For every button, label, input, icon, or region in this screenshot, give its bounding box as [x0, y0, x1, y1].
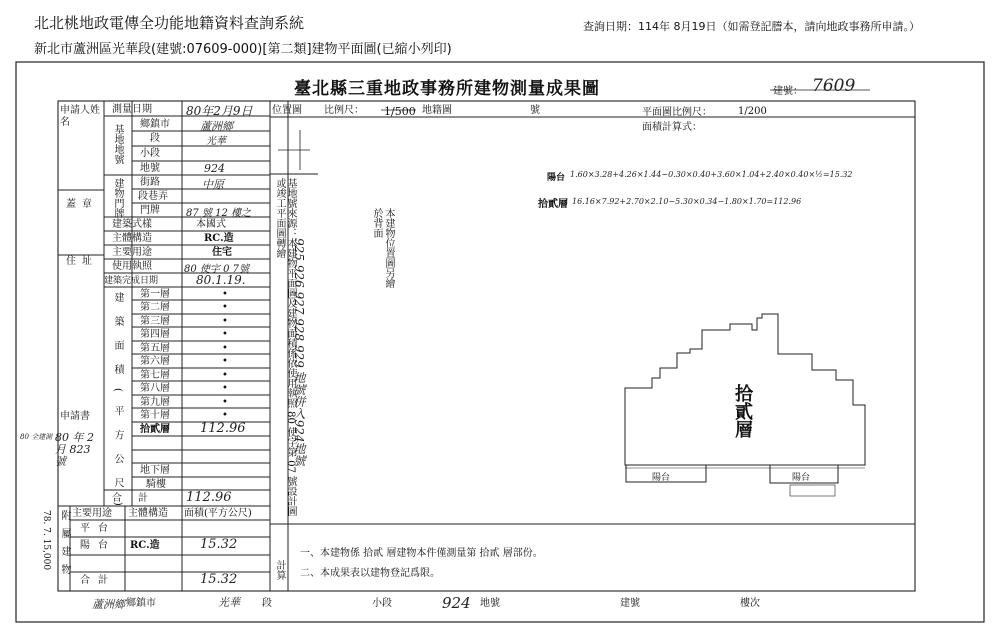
source-text: 基地號來源：本建物平面圖及建物面積係依使用執照 80 使字第 07 號設計圖或竣工平面圖轉繪 [274, 178, 296, 517]
lane-label: 段巷弄 [138, 191, 168, 202]
door-no-value: 87 號 12 樓之 [186, 208, 251, 219]
floor-value: • [222, 343, 228, 354]
scale-label: 比例尺： [324, 105, 364, 116]
arcade-label: 騎樓 [146, 479, 166, 490]
system-title: 北北桃地政電傳全功能地籍資料查詢系統 [34, 14, 305, 32]
building-door-label: 建物門牌 [112, 178, 123, 218]
land-no-label: 地號 [140, 163, 160, 174]
structure-style-value: 本國式 [196, 219, 226, 230]
scale-value: 1/500 [384, 105, 416, 118]
structure-style-label: 建築式樣 [112, 219, 152, 230]
footer-section-label: 段 [262, 598, 272, 609]
floor12-label: 拾貳層 [140, 424, 170, 435]
plan-scale-label: 平面圖比例尺： [642, 107, 712, 118]
side-stamp: 80 全建測 [20, 433, 53, 441]
main-structure-value: RC.造 [204, 233, 234, 244]
completion-value: 80.1.19. [196, 273, 246, 287]
floor-label: 第一層 [140, 289, 170, 300]
land-no-value: 924 [204, 162, 225, 175]
road-label: 街路 [140, 177, 160, 188]
floor-value: • [222, 383, 228, 394]
floor-label: 第七層 [140, 370, 170, 381]
footer-township-label: 鄉鎮市 [126, 598, 156, 609]
note-1: 一、本建物係 拾貳 層建物本件僅測量第 拾貳 層部份。 [300, 548, 543, 559]
footer-subsection-label: 小段 [372, 598, 392, 609]
floor-value: • [222, 316, 228, 327]
page-subtitle: 新北市蘆洲區光華段(建號:07609-000)[第二類]建物平面圖(已縮小列印) [34, 42, 452, 57]
left-margin-code: 78. 7. 15,000 [41, 510, 51, 571]
footer-build-label: 建號 [620, 598, 640, 609]
permit-value: 80 使字 0 7號 [184, 264, 249, 275]
attach-total-value: 15.32 [200, 572, 238, 587]
floor-label: 第二層 [140, 302, 170, 313]
cadastral-label: 地籍圖 [422, 105, 452, 116]
query-date: 查詢日期：114年 8月19日（如需登記謄本，請向地政事務所申請。） [583, 20, 920, 33]
footer-township: 蘆洲鄉 [92, 598, 125, 611]
door-no-label: 門牌 [140, 205, 160, 216]
floor-value: • [222, 356, 228, 367]
footer-land-no: 924 [442, 594, 471, 612]
area-formula-label: 面積計算式： [642, 122, 702, 133]
attach-use: 陽台 [80, 540, 116, 551]
floor-value: • [222, 289, 228, 300]
total-label: 合計 [112, 493, 164, 504]
floor-value: • [222, 302, 228, 313]
floor-label: 第六層 [140, 356, 170, 367]
formula-floor-label: 拾貳層 [538, 199, 568, 210]
formula-balcony: 1.60×3.28+4.26×1.44−0.30×0.40+3.60×1.04+2.40×0.40×½=15.32 [570, 170, 853, 179]
floor12-value: 112.96 [200, 421, 246, 436]
attach-main-use: 主要用途 [72, 508, 112, 519]
attach-use: 合計 [80, 575, 116, 586]
seal-label: 蓋章 [66, 199, 98, 210]
road-value: 中原 [202, 178, 224, 191]
build-no-value: 7609 [812, 76, 856, 96]
notes-col: 本建物位置圖另繪於背面 [371, 208, 394, 288]
applicant-label: 申請人姓名 [60, 105, 100, 128]
applicant-no-label: 申請書 [60, 411, 90, 422]
footer-floor-label: 樓次 [740, 598, 760, 609]
floor-label: 第十層 [140, 410, 170, 421]
main-use-value: 住宅 [212, 247, 232, 258]
note-2: 二、本成果表以建物登記爲限。 [300, 568, 440, 579]
main-structure-label: 主體構造 [112, 233, 152, 244]
land-location-label: 基地地號 [112, 124, 123, 164]
subsection-label: 小段 [140, 148, 160, 159]
section-label: 段 [150, 133, 160, 144]
plan-balcony-1: 陽台 [652, 473, 671, 483]
floor-value: • [222, 397, 228, 408]
survey-date-label: 測量日期 [112, 104, 152, 115]
attach-main-struct: 主體構造 [128, 508, 168, 519]
formula-floor: 16.16×7.92+2.70×2.10−5.30×0.34−1.80×1.70=112.96 [572, 197, 802, 206]
attach-use: 平台 [80, 523, 116, 534]
survey-date-value: 80年2月9日 [186, 104, 253, 118]
main-use-label: 主要用途 [112, 247, 152, 258]
attach-area-value: 15.32 [200, 537, 238, 552]
total-value: 112.96 [186, 490, 232, 505]
floor-label: 第四層 [140, 329, 170, 340]
floor-label: 第五層 [140, 343, 170, 354]
area-label: 建築面積(平方公尺) [112, 292, 123, 520]
floor-label: 第八層 [140, 383, 170, 394]
source-handwritten: 925 926 927 928 929 地號併入924地號 [292, 238, 306, 467]
floor-value: • [222, 370, 228, 381]
section-value: 光華 [206, 136, 226, 147]
floor-value: • [222, 410, 228, 421]
plan-scale-value: 1/200 [738, 106, 767, 117]
township-value: 蘆洲鄉 [200, 120, 233, 133]
completion-label: 建築完成日期 [104, 276, 159, 286]
map-no-label: 號 [530, 105, 540, 116]
permit-label: 使用執照 [112, 261, 152, 272]
attach-label: 附屬建物 [59, 510, 70, 582]
applicant-no-text: 80 年 2 月 823 號 [55, 431, 94, 468]
build-no-label: 建號： [773, 86, 803, 97]
attach-struct: RC.造 [130, 540, 160, 551]
floor-value: • [222, 329, 228, 340]
footer-land-no-label: 地號 [480, 598, 500, 609]
footer-section: 光華 [218, 596, 240, 609]
plan-balcony-2: 陽台 [792, 473, 811, 483]
floor-label: 第九層 [140, 397, 170, 408]
address-label: 住址 [66, 256, 98, 267]
formula-balcony-label: 陽台 [547, 173, 566, 183]
attach-area: 面積(平方公尺) [184, 508, 252, 519]
basement-label: 地下層 [140, 465, 170, 476]
plan-room-label: 拾貳層 [732, 384, 753, 438]
floor-label: 第三層 [140, 316, 170, 327]
township-label: 鄉鎮市 [140, 119, 170, 130]
document-title: 臺北縣三重地政事務所建物測量成果圖 [294, 79, 600, 99]
calc-col-label: 計算 [274, 560, 285, 580]
location-map-label: 位置圖 [272, 105, 302, 116]
